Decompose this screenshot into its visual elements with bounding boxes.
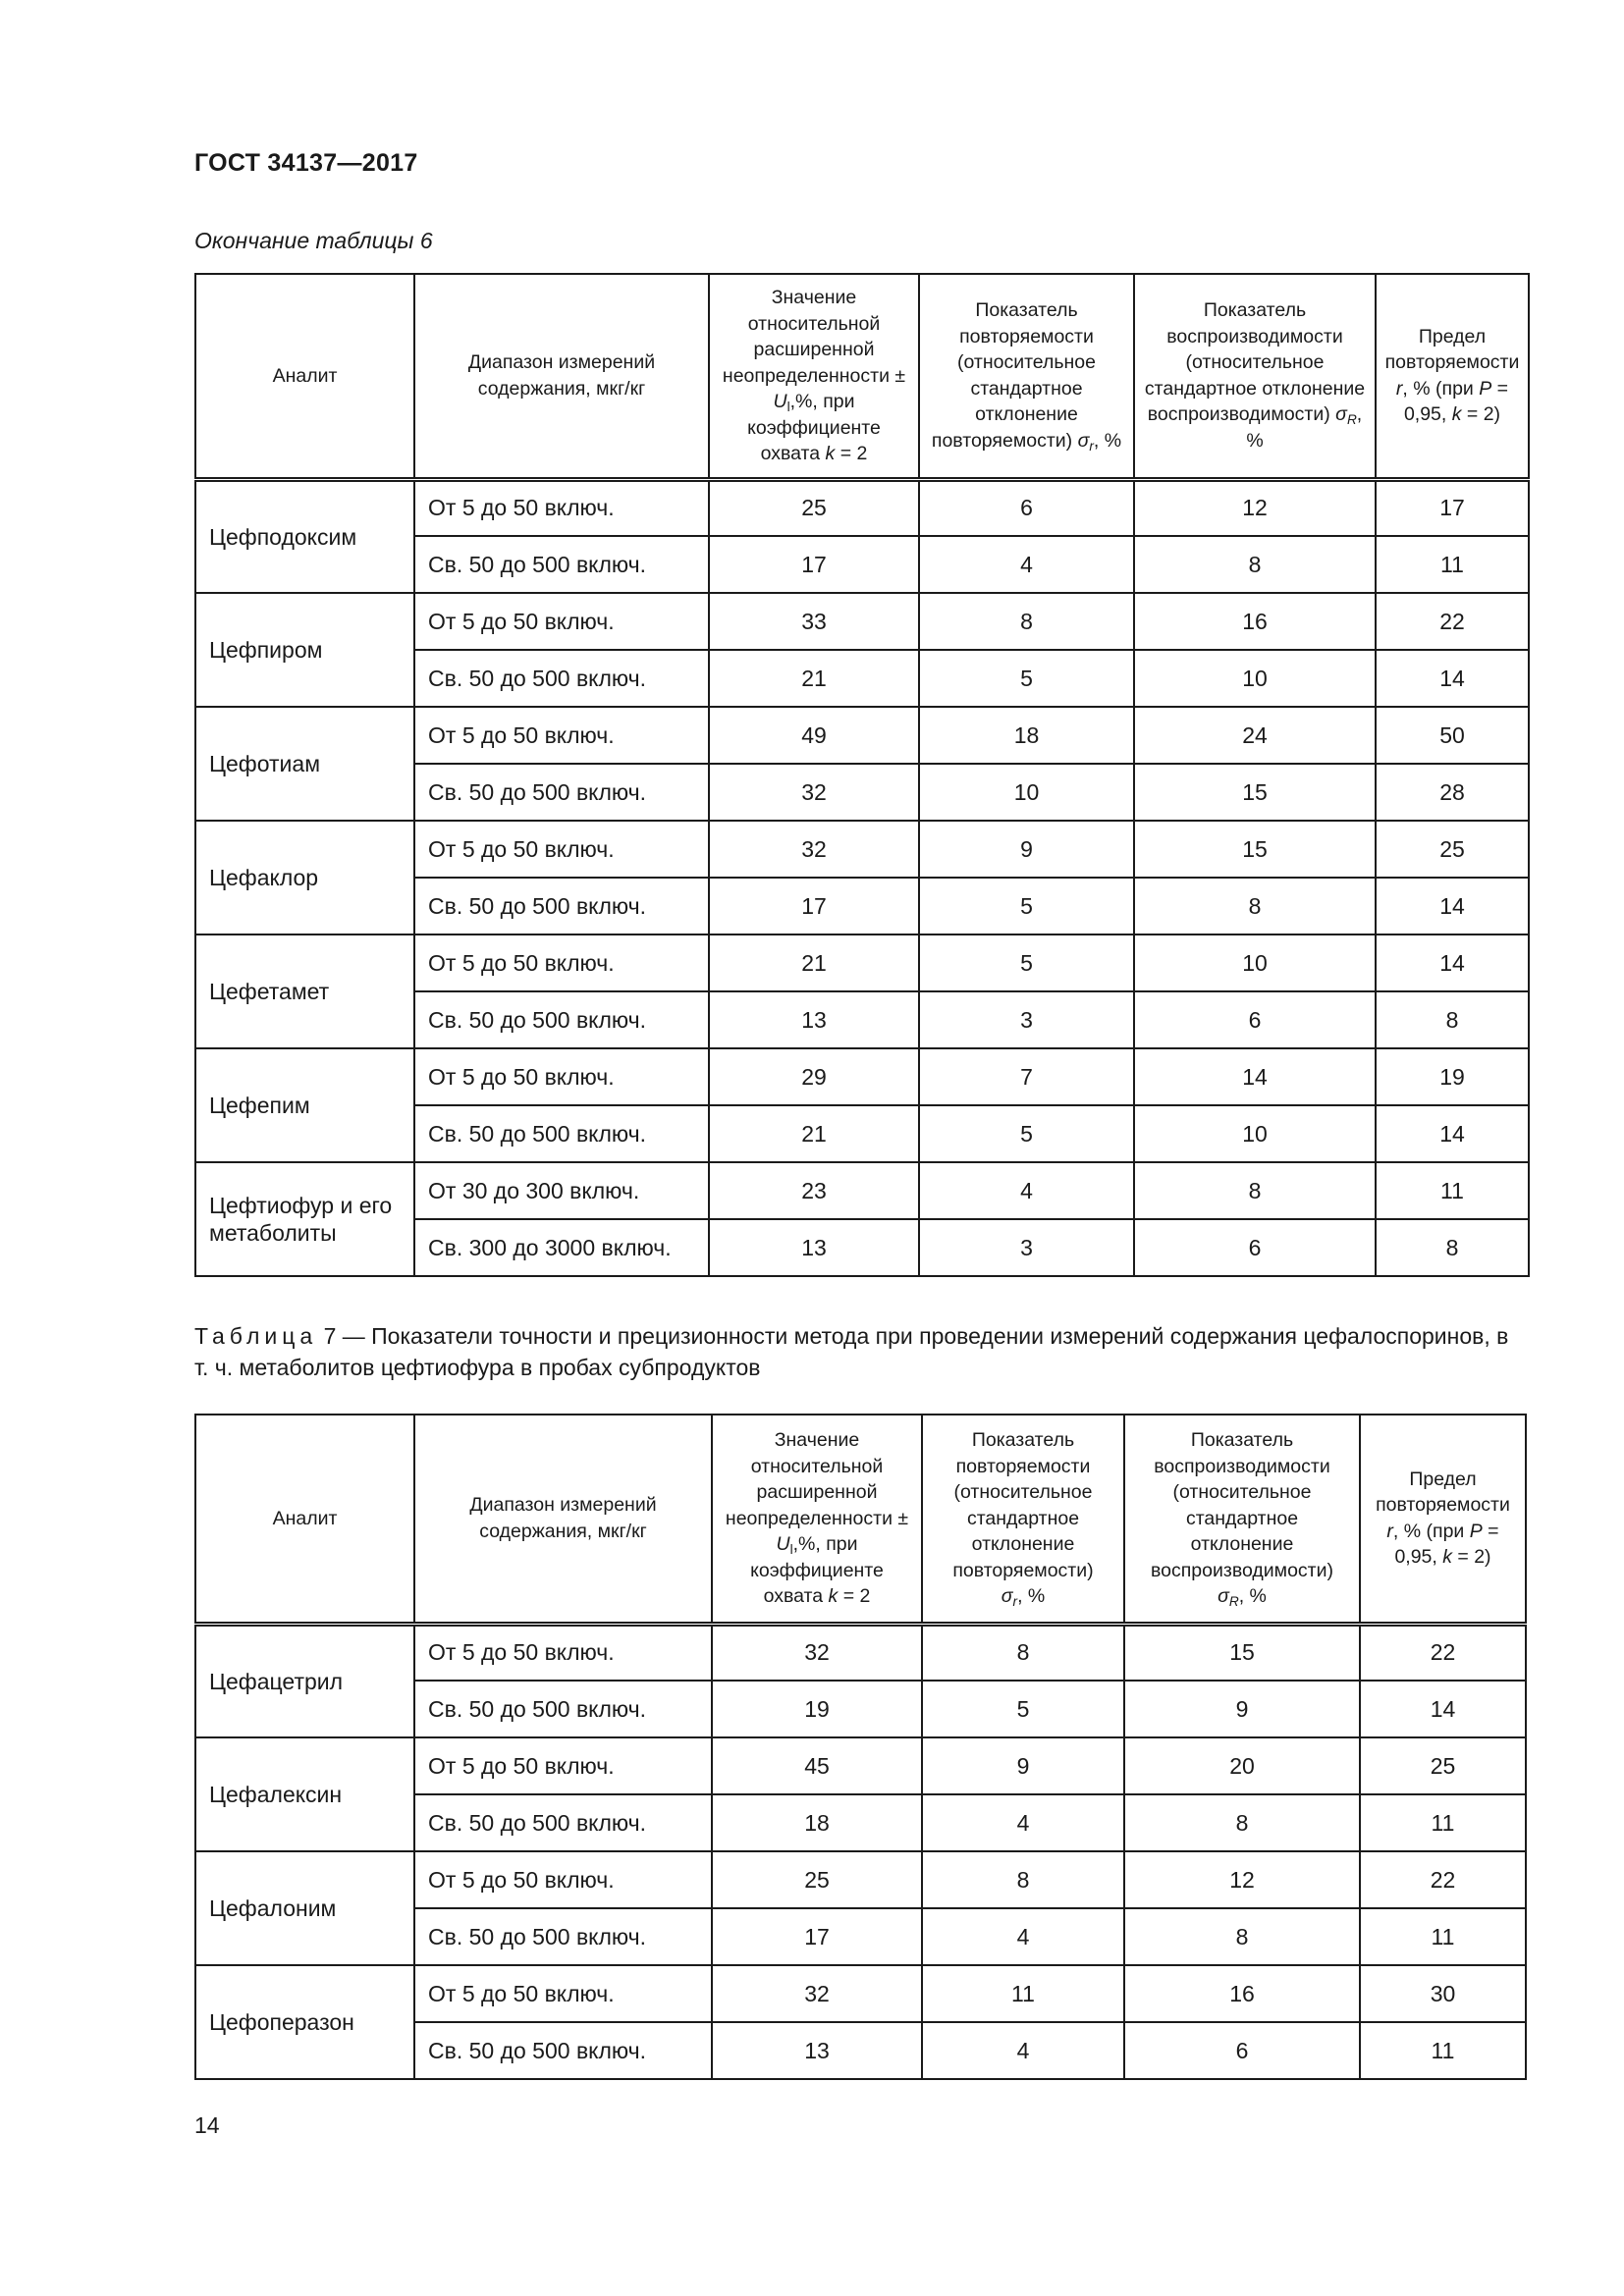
reproducibility-cell: 24 [1134,707,1376,764]
table-row [195,1965,1526,2022]
table-row [195,1737,1526,1794]
reproducibility-cell: 8 [1124,1908,1360,1965]
analyte-cell: Цефалоним [195,1851,414,1965]
analyte-cell: Цефтиофур и его метаболиты [195,1162,414,1276]
table-7-body [195,1624,1526,2079]
uncertainty-cell: 18 [712,1794,922,1851]
range-cell: От 5 до 50 включ. [414,593,709,650]
reproducibility-cell: 15 [1134,764,1376,821]
range-cell: Св. 50 до 500 включ. [414,536,709,593]
table-6-body [195,479,1529,1276]
limit-cell: 14 [1376,1105,1529,1162]
table-row [195,934,1529,991]
table-6 [194,273,1530,1277]
header-repeatability-limit: Предел повторяемости r, % (при P = 0,95, k = 2) [1360,1415,1526,1624]
limit-cell: 8 [1376,991,1529,1048]
reproducibility-cell: 6 [1134,1219,1376,1276]
header-range: Диапазон измерений содержания, мкг/кг [414,1415,712,1624]
reproducibility-cell: 8 [1124,1794,1360,1851]
repeatability-cell: 7 [919,1048,1134,1105]
reproducibility-cell: 16 [1124,1965,1360,2022]
uncertainty-cell: 32 [709,821,919,878]
table-continuation-caption: Окончание таблицы 6 [194,228,433,253]
reproducibility-cell: 10 [1134,1105,1376,1162]
range-cell: Св. 50 до 500 включ. [414,878,709,934]
range-cell: От 5 до 50 включ. [414,934,709,991]
repeatability-cell: 18 [919,707,1134,764]
range-cell: Св. 300 до 3000 включ. [414,1219,709,1276]
header-reproducibility: Показатель воспроизводимости (относительное стандартное отклонение воспроизводимости) $\sigma_R$, % [1124,1415,1360,1624]
uncertainty-cell: 49 [709,707,919,764]
repeatability-cell: 5 [919,934,1134,991]
limit-cell: 25 [1360,1737,1526,1794]
limit-cell: 25 [1376,821,1529,878]
reproducibility-cell: 6 [1124,2022,1360,2079]
uncertainty-cell: 25 [709,479,919,536]
uncertainty-cell: 33 [709,593,919,650]
table-row [195,821,1529,878]
range-cell: От 5 до 50 включ. [414,1048,709,1105]
uncertainty-cell: 32 [712,1965,922,2022]
uncertainty-cell: 21 [709,650,919,707]
range-cell: От 5 до 50 включ. [414,1624,712,1681]
range-cell: Св. 50 до 500 включ. [414,2022,712,2079]
limit-cell: 22 [1360,1851,1526,1908]
reproducibility-cell: 20 [1124,1737,1360,1794]
reproducibility-cell: 10 [1134,650,1376,707]
reproducibility-cell: 14 [1134,1048,1376,1105]
repeatability-cell: 9 [922,1737,1124,1794]
uncertainty-cell: 21 [709,934,919,991]
uncertainty-cell: 17 [712,1908,922,1965]
repeatability-cell: 4 [922,2022,1124,2079]
limit-cell: 14 [1376,934,1529,991]
header-reproducibility: Показатель воспроизводимости (относительное стандартное отклонение воспроизводимости) $\sigma_R$, % [1134,274,1376,479]
table-row [195,1851,1526,1908]
repeatability-cell: 11 [922,1965,1124,2022]
uncertainty-cell: 13 [709,991,919,1048]
range-cell: От 5 до 50 включ. [414,1851,712,1908]
repeatability-cell: 5 [919,650,1134,707]
repeatability-cell: 3 [919,991,1134,1048]
analyte-cell: Цефпиром [195,593,414,707]
analyte-cell: Цефподоксим [195,479,414,593]
reproducibility-cell: 6 [1134,991,1376,1048]
reproducibility-cell: 8 [1134,536,1376,593]
limit-cell: 22 [1376,593,1529,650]
uncertainty-cell: 23 [709,1162,919,1219]
limit-cell: 11 [1376,1162,1529,1219]
repeatability-cell: 8 [922,1624,1124,1681]
table-row [195,1162,1529,1219]
uncertainty-cell: 32 [709,764,919,821]
range-cell: От 5 до 50 включ. [414,1737,712,1794]
header-analyte: Аналит [195,274,414,479]
header-uncertainty: Значение относительной расширенной неопределенности ± $U_l,\%$, при коэффициенте охвата k = 2 [709,274,919,479]
repeatability-cell: 4 [922,1794,1124,1851]
repeatability-cell: 8 [919,593,1134,650]
range-cell: Св. 50 до 500 включ. [414,650,709,707]
repeatability-cell: 4 [919,1162,1134,1219]
limit-cell: 50 [1376,707,1529,764]
table-row [195,707,1529,764]
reproducibility-cell: 8 [1134,878,1376,934]
limit-cell: 11 [1360,1794,1526,1851]
table-row [195,593,1529,650]
header-repeatability-limit: Предел повторяемости r, % (при P = 0,95, k = 2) [1376,274,1529,479]
uncertainty-cell: 17 [709,878,919,934]
range-cell: Св. 50 до 500 включ. [414,1105,709,1162]
range-cell: Св. 50 до 500 включ. [414,1794,712,1851]
repeatability-cell: 4 [919,536,1134,593]
range-cell: От 5 до 50 включ. [414,707,709,764]
analyte-cell: Цефотиам [195,707,414,821]
table-row [195,479,1529,536]
analyte-cell: Цефоперазон [195,1965,414,2079]
uncertainty-cell: 29 [709,1048,919,1105]
repeatability-cell: 3 [919,1219,1134,1276]
range-cell: От 5 до 50 включ. [414,1965,712,2022]
table-7-caption: Таблица 7 — Показатели точности и прецизионности метода при проведении измерений содержания цефалоспоринов, в т. ч. метаболитов цефтиофура в пробах субпродуктов [194,1323,1509,1380]
header-analyte: Аналит [195,1415,414,1624]
uncertainty-cell: 45 [712,1737,922,1794]
range-cell: Св. 50 до 500 включ. [414,1908,712,1965]
table-row [195,1048,1529,1105]
limit-cell: 11 [1360,1908,1526,1965]
repeatability-cell: 5 [919,878,1134,934]
range-cell: Св. 50 до 500 включ. [414,764,709,821]
header-repeatability: Показатель повторяемости (относительное стандартное отклонение повторяемости) $\sigma_r$, % [919,274,1134,479]
reproducibility-cell: 15 [1134,821,1376,878]
range-cell: От 30 до 300 включ. [414,1162,709,1219]
limit-cell: 30 [1360,1965,1526,2022]
limit-cell: 11 [1376,536,1529,593]
uncertainty-cell: 17 [709,536,919,593]
uncertainty-cell: 25 [712,1851,922,1908]
header-repeatability: Показатель повторяемости (относительное стандартное отклонение повторяемости) $\sigma_r$, % [922,1415,1124,1624]
analyte-cell: Цефалексин [195,1737,414,1851]
repeatability-cell: 9 [919,821,1134,878]
analyte-cell: Цефацетрил [195,1624,414,1737]
limit-cell: 14 [1376,650,1529,707]
repeatability-cell: 5 [919,1105,1134,1162]
document-header: ГОСТ 34137—2017 [194,149,418,177]
repeatability-cell: 8 [922,1851,1124,1908]
page-number: 14 [194,2112,220,2138]
repeatability-cell: 4 [922,1908,1124,1965]
table-7 [194,1414,1527,2080]
uncertainty-cell: 19 [712,1681,922,1737]
repeatability-cell: 6 [919,479,1134,536]
repeatability-cell: 5 [922,1681,1124,1737]
reproducibility-cell: 15 [1124,1624,1360,1681]
header-uncertainty: Значение относительной расширенной неопределенности ± $U_l,\%$, при коэффициенте охвата k = 2 [712,1415,922,1624]
limit-cell: 28 [1376,764,1529,821]
reproducibility-cell: 8 [1134,1162,1376,1219]
reproducibility-cell: 16 [1134,593,1376,650]
uncertainty-cell: 13 [712,2022,922,2079]
range-cell: Св. 50 до 500 включ. [414,991,709,1048]
limit-cell: 22 [1360,1624,1526,1681]
analyte-cell: Цефаклор [195,821,414,934]
limit-cell: 8 [1376,1219,1529,1276]
reproducibility-cell: 9 [1124,1681,1360,1737]
range-cell: От 5 до 50 включ. [414,821,709,878]
range-cell: От 5 до 50 включ. [414,479,709,536]
reproducibility-cell: 12 [1134,479,1376,536]
analyte-cell: Цефепим [195,1048,414,1162]
header-range: Диапазон измерений содержания, мкг/кг [414,274,709,479]
limit-cell: 17 [1376,479,1529,536]
limit-cell: 14 [1376,878,1529,934]
reproducibility-cell: 12 [1124,1851,1360,1908]
analyte-cell: Цефетамет [195,934,414,1048]
uncertainty-cell: 13 [709,1219,919,1276]
range-cell: Св. 50 до 500 включ. [414,1681,712,1737]
uncertainty-cell: 21 [709,1105,919,1162]
limit-cell: 19 [1376,1048,1529,1105]
reproducibility-cell: 10 [1134,934,1376,991]
uncertainty-cell: 32 [712,1624,922,1681]
limit-cell: 11 [1360,2022,1526,2079]
repeatability-cell: 10 [919,764,1134,821]
table-row [195,1624,1526,1681]
limit-cell: 14 [1360,1681,1526,1737]
